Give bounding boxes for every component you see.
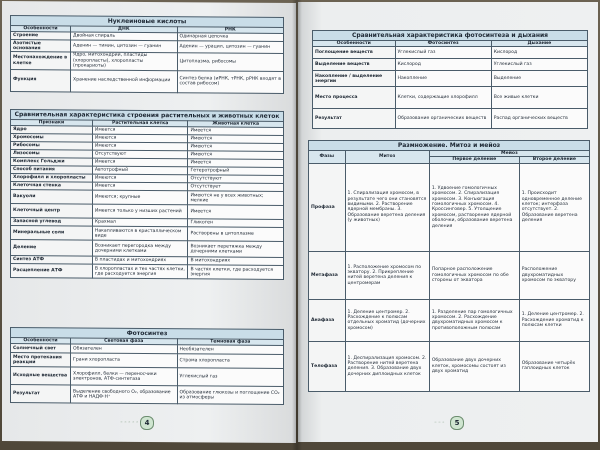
table-cell: Аденин — тимин, цитозин — гуанин (71, 40, 177, 53)
table-cell: 1. Деление центромер. 2. Расхождение хроматид к полюсам клетки (519, 299, 589, 341)
table-cell: Образование двух дочерних клеток, хромосомы состоят из двух хроматид (429, 341, 519, 391)
page-number-left: 4 (140, 416, 154, 430)
table-cell: Гликоген (188, 219, 284, 228)
table-header: Фотосинтез (395, 41, 491, 47)
table-cell: Углекислый газ (491, 59, 587, 71)
table-cell: Накопление (395, 71, 491, 87)
table-cell: Вакуоли (11, 190, 93, 205)
table-cell: Место протекания реакции (11, 353, 71, 367)
table-cell: Телофаза (309, 341, 346, 391)
table-cell: Углекислый газ (395, 47, 491, 59)
table-cell: Ядро, митохондрии, пластиды (хлоропласты), хлоропласты (прокариоты) (71, 52, 177, 70)
table-cell: Запасной углевод (11, 218, 93, 227)
table-cell: Способ питания (11, 166, 93, 175)
table-header: Мейоз (429, 151, 589, 157)
table-cell: Расщепление АТФ (11, 264, 93, 279)
table-cell: Хлорофилл и хлоропласты (11, 174, 93, 183)
table-cell: Имеются (92, 143, 188, 152)
cells-title: Сравнительная характеристика строения растительных и животных клеток (10, 109, 284, 121)
book-spine-shadow (292, 0, 302, 450)
division-table (308, 150, 590, 392)
page-decor-dots: ◦◦◦◦◦ (120, 419, 140, 426)
table-cell: Место процесса (313, 87, 396, 109)
table-cell: 1. Расположение хромосом по экватору. 2. Прикрепление нитей веретена деления к центромерам (345, 251, 429, 299)
table-cell: Образование органических веществ (395, 109, 491, 129)
table-header: Фазы (309, 151, 346, 164)
table-cell: Возникает перегородка между дочерними клетками (92, 241, 188, 258)
table-cell: Имеется (92, 159, 188, 168)
compare-title: Сравнительная характеристика фотосинтеза и дыхания (312, 30, 588, 40)
table-cell: Солнечный свет (11, 344, 71, 353)
table-cell: 1. Деление центромер. 2. Расхождение к полюсам отдельных хроматид (дочерних хромосом) (345, 299, 429, 341)
table-cell: Выделение свободного O₂, образование АТФ и НАДФ·Н⁺ (71, 385, 177, 404)
table-cell: Результат (313, 109, 396, 129)
table-cell: 1. Разделение пар гомологичных хромосом. 2. Расхождение двухроматидных хромосом к противоположным полюсам (429, 299, 519, 341)
table-cell: Синтез белка (иРНК, тРНК, рРНК входят в состав рибосом) (177, 70, 283, 93)
table-cell: Поглощение веществ (313, 47, 396, 59)
table-cell: Клеточный центр (11, 204, 93, 219)
table-cell: 1. Удвоение гомологичных хромосом. 2. Спирализация хромосом. 3. Конъюгация гомологичных хромосом. 4. Кроссинговер. 5. Утолщение хромосом, растворение ядерной оболочки, образование веретена деления (429, 163, 519, 251)
table-cell: Результат (11, 385, 71, 403)
table-cell: Выделение (491, 71, 587, 87)
table-cell: Растворены в цитоплазме (188, 227, 284, 242)
table-cell: Комплекс Гольджи (11, 158, 93, 167)
table-cell: Распад органических веществ (491, 109, 587, 129)
table-cell: Цитоплазма, рибосомы (177, 53, 283, 71)
table-cell: Имеется (92, 127, 188, 136)
table-cell: Хлорофилл, белки — переносчики электронов, АТФ-синтетаза (71, 367, 177, 386)
table-cell: Расположение двухроматидных хромосом по экватору (519, 251, 589, 299)
table-cell: Одинарная цепочка (177, 33, 283, 42)
table-cell: Крахмал (92, 219, 188, 228)
table-header: Особенности (313, 41, 396, 47)
table-cell: Имеются не у всех животных; мелкие (188, 191, 284, 206)
table-header: РНК (177, 27, 283, 34)
table-cell: Минеральные соли (11, 226, 93, 241)
table-cell: Имеются; крупные (92, 191, 188, 206)
table-cell: Имеются (92, 175, 188, 184)
table-cell: Образование четырёх гаплоидных клеток (519, 341, 589, 391)
table-cell: Строма хлоропласта (177, 354, 283, 369)
table-header: Митоз (345, 151, 429, 164)
table-cell: Углекислый газ (177, 368, 283, 387)
table-cell: Отсутствует (188, 183, 284, 192)
table-header: Особенности (11, 26, 71, 33)
table-cell: Имеются (188, 143, 284, 152)
table-cell: В митохондриях (188, 257, 284, 266)
table-header: Первое деление (429, 157, 519, 163)
table-cell: Профаза (309, 163, 346, 251)
page-number-right: 5 (450, 416, 464, 430)
cells-section (10, 109, 284, 280)
table-cell: Рибосомы (11, 142, 93, 151)
table-header: Световая фаза (71, 338, 177, 345)
photosynthesis-section (10, 327, 284, 405)
table-cell: Хромосомы (11, 134, 93, 143)
table-cell: Имеются (188, 135, 284, 144)
table-header: Второе деление (519, 157, 589, 163)
table-cell: Накапливаются в кристаллическом виде (92, 227, 188, 242)
table-cell: Необязателен (177, 345, 283, 355)
table-cell: Двойная спираль (71, 32, 177, 41)
table-cell: Лизосомы (11, 150, 93, 159)
table-cell: Отсутствуют (92, 151, 188, 160)
cells-table (10, 119, 284, 280)
table-cell: Функция (11, 69, 71, 91)
table-cell: Все живые клетки (491, 87, 587, 109)
left-page (2, 1, 296, 443)
table-cell: Грани хлоропласта (71, 353, 177, 368)
table-cell: Имеется (92, 183, 188, 192)
table-header: Растительная клетка (92, 120, 188, 127)
table-cell: 1. Деспирализация хромосом. 2. Растворение нитей веретена деления. 3. Образование двух дочерних диплоидных клеток (345, 341, 429, 391)
table-cell: Имеются (92, 135, 188, 144)
photosynthesis-table (10, 337, 284, 405)
table-cell: Клеточная стенка (11, 182, 93, 191)
table-cell: Выделение веществ (313, 59, 396, 71)
table-cell: Гетеротрофный (188, 167, 284, 176)
table-cell: 1. Спирализация хромосом, в результате чего они становятся видимыми. 2. Растворение ядерной мембраны. 3. Образование веретена деления (у животных) (345, 163, 429, 251)
table-header: Животная клетка (188, 121, 284, 128)
table-cell: Хранение наследственной информации (71, 70, 177, 93)
table-cell: Метафаза (309, 251, 346, 299)
table-cell: Кислород (491, 47, 587, 59)
table-cell: Возникает перетяжка между дочерними клетками (188, 241, 284, 258)
table-cell: Отсутствуют (188, 175, 284, 184)
table-header: Особенности (11, 338, 71, 345)
table-cell: Строение (11, 32, 71, 40)
table-cell: Кислород (395, 59, 491, 71)
table-cell: Аденин — урацил, цитозин — гуанин (177, 41, 283, 54)
table-header: ДНК (71, 26, 177, 33)
table-cell: Образование глюкозы и поглощение CO₂ из атмосферы (177, 386, 283, 405)
table-cell: Анафаза (309, 299, 346, 341)
table-cell: 1. Происходит одновременное деление клеток; интерфаза отсутствует. 2. Образование веретена деления (519, 163, 589, 251)
table-cell: В пластидах и митохондриях (92, 257, 188, 266)
compare-section (312, 30, 588, 129)
table-cell: Азотистые основания (11, 40, 71, 52)
page-decor-dots: ◦◦◦ (434, 420, 446, 426)
table-header: Признаки (11, 120, 93, 127)
table-header: Дыхание (491, 41, 587, 47)
table-cell: В частях клетки, где расходуется энергия (188, 265, 284, 280)
compare-table (312, 40, 588, 129)
nucleic-acids-title: Нуклеиновые кислоты (10, 15, 284, 27)
nucleic-acids-section (10, 15, 284, 94)
table-cell: Имеется только у низших растений (92, 205, 188, 220)
table-cell: Попарное расположение гомологичных хромосом по обе стороны от экватора (429, 251, 519, 299)
table-cell: Имеется (188, 127, 284, 136)
photosynthesis-title: Фотосинтез (10, 327, 284, 339)
table-cell: Имеются (188, 151, 284, 160)
table-cell: Накопление / выделение энергии (313, 71, 396, 87)
division-section (308, 140, 590, 392)
table-cell: Имеется (188, 159, 284, 168)
table-cell: Имеется (188, 205, 284, 220)
right-page (298, 2, 598, 442)
division-title: Размножение. Митоз и мейоз (308, 140, 590, 150)
table-header: Темновая фаза (177, 339, 283, 346)
table-cell: Деление (11, 240, 93, 257)
table-cell: Автотрофный (92, 167, 188, 176)
table-cell: В хлоропластах и тех частях клетки, где расходуется энергия (92, 265, 188, 280)
table-cell: Клетки, содержащие хлорофилл (395, 87, 491, 109)
table-cell: Синтез АТФ (11, 256, 93, 265)
nucleic-acids-table (10, 25, 284, 94)
table-cell: Исходные вещества (11, 367, 71, 385)
table-cell: Обязателен (71, 344, 177, 354)
table-cell: Местонахождение в клетке (11, 52, 71, 70)
table-cell: Ядро (11, 126, 93, 135)
